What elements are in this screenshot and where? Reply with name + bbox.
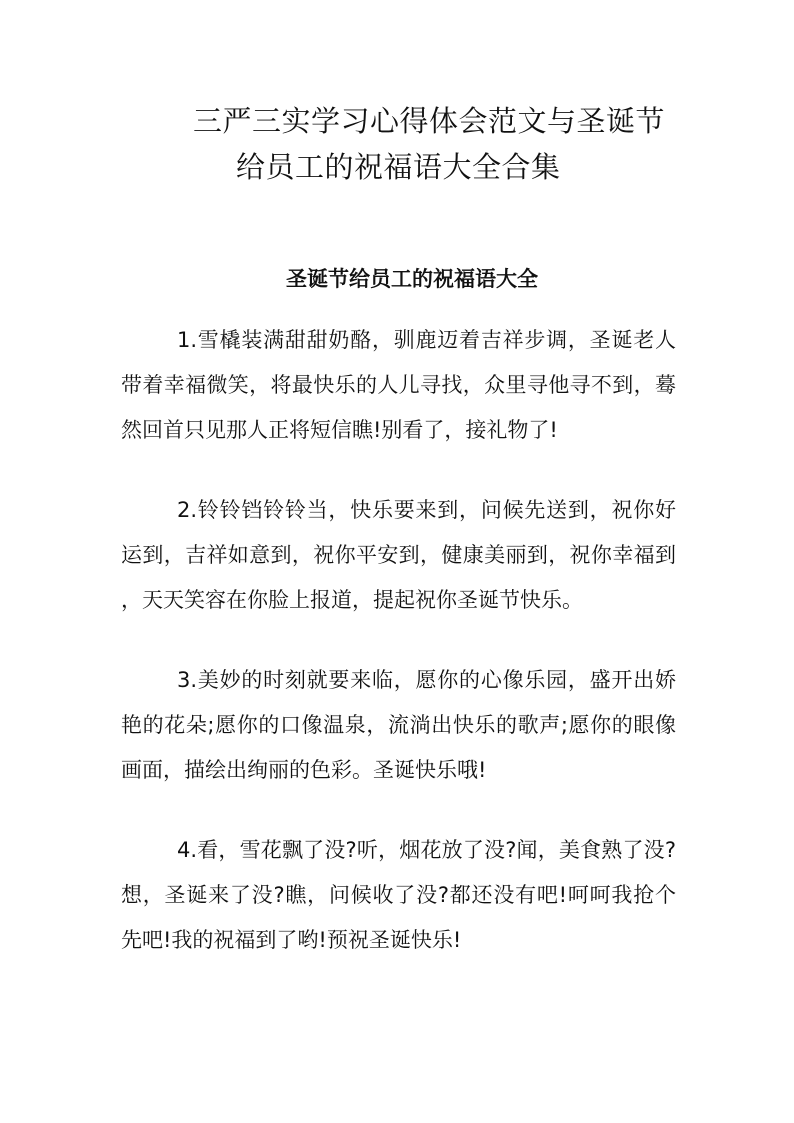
paragraph-1: 1.雪橇装满甜甜奶酪，驯鹿迈着吉祥步调，圣诞老人带着幸福微笑，将最快乐的人儿寻找，众里寻他寻不到，蓦然回首只见那人正将短信瞧!别看了，接礼物了! — [121, 328, 676, 442]
document-title-line-1: 三严三实学习心得体会范文与圣诞节 — [193, 104, 666, 138]
paragraph-2: 2.铃铃铛铃铃当，快乐要来到，问候先送到，祝你好运到，吉祥如意到，祝你平安到，健康美丽到，祝你幸福到，天天笑容在你脸上报道，提起祝你圣诞节快乐。 — [121, 498, 676, 612]
document-title — [0, 98, 794, 190]
document-title-line-2: 给员工的祝福语大全合集 — [236, 150, 561, 184]
section-heading: 圣诞节给员工的祝福语大全 — [286, 266, 538, 291]
paragraph-4: 4.看，雪花飘了没?听，烟花放了没?闻，美食熟了没?想，圣诞来了没?瞧，问候收了没?都还没有吧!呵呵我抢个先吧!我的祝福到了哟!预祝圣诞快乐! — [121, 838, 676, 952]
paragraph-3: 3.美妙的时刻就要来临，愿你的心像乐园，盛开出娇艳的花朵;愿你的口像温泉，流淌出快乐的歌声;愿你的眼像画面，描绘出绚丽的色彩。圣诞快乐哦! — [121, 668, 676, 782]
document-body — [121, 318, 676, 998]
